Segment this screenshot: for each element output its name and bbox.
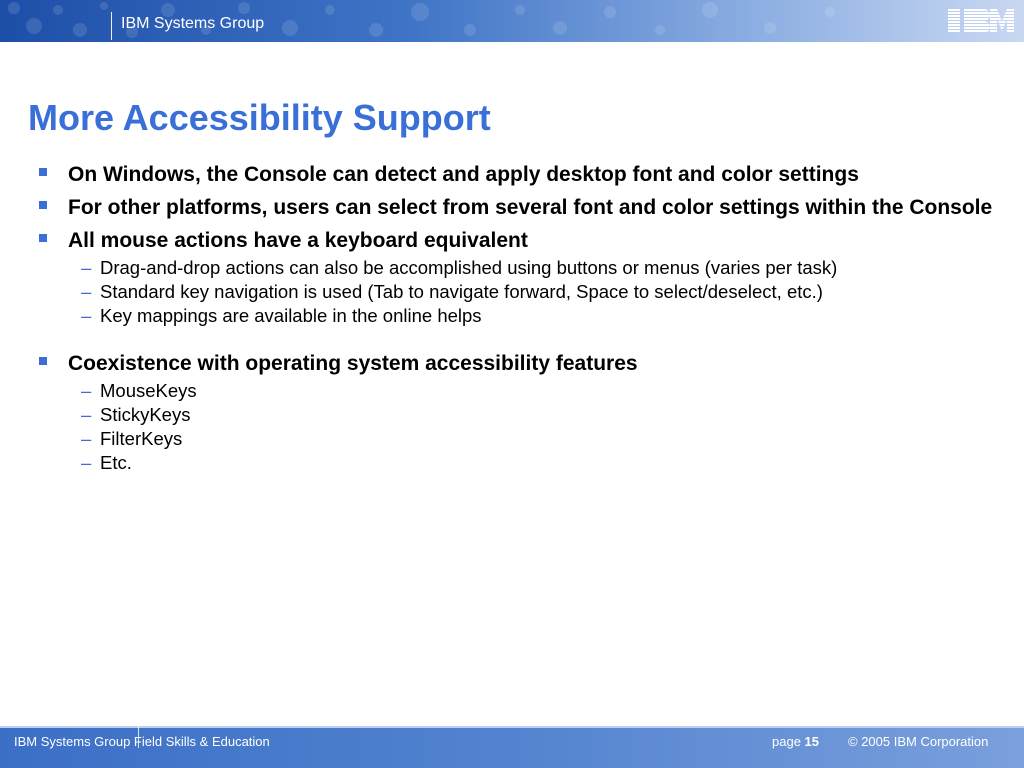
bullet-item (36, 195, 996, 220)
footer-top-line (0, 726, 1024, 728)
page-indicator (772, 734, 819, 749)
dash-bullet-icon: – (81, 452, 92, 473)
sub-bullet-text: MouseKeys (100, 380, 197, 401)
sub-bullet-item (36, 380, 996, 402)
sub-bullet-text: StickyKeys (100, 404, 191, 425)
sub-bullet-item (36, 452, 996, 474)
square-bullet-icon (39, 168, 47, 176)
dash-bullet-icon: – (81, 281, 92, 302)
ibm-logo (946, 6, 1016, 36)
slide-title: More Accessibility Support (28, 97, 491, 138)
sub-bullet-item (36, 305, 996, 327)
header-band (0, 0, 1024, 42)
dash-bullet-icon: – (81, 305, 92, 326)
page-label: page (772, 734, 801, 749)
square-bullet-icon (39, 201, 47, 209)
sub-bullet-text: Drag-and-drop actions can also be accomplished using buttons or menus (varies per task) (100, 257, 838, 278)
bullet-text: On Windows, the Console can detect and apply desktop font and color settings (68, 163, 859, 186)
bullet-item (36, 162, 996, 187)
spacer (36, 329, 996, 351)
sub-bullet-item (36, 404, 996, 426)
dash-bullet-icon: – (81, 428, 92, 449)
bullet-text: For other platforms, users can select from several font and color settings within the Console (68, 196, 993, 219)
page-number: 15 (804, 734, 820, 749)
bullet-text: All mouse actions have a keyboard equivalent (68, 229, 528, 252)
sub-bullet-item (36, 281, 996, 303)
footer-band (0, 726, 1024, 768)
dash-bullet-icon: – (81, 380, 92, 401)
dash-bullet-icon: – (81, 404, 92, 425)
bullet-item (36, 351, 996, 376)
sub-bullet-text: FilterKeys (100, 428, 183, 449)
copyright-text: © 2005 IBM Corporation (848, 734, 989, 749)
sub-bullet-text: Etc. (100, 452, 132, 473)
dash-bullet-icon: – (81, 257, 92, 278)
bullet-text: Coexistence with operating system accessibility features (68, 352, 638, 375)
bullet-item (36, 228, 996, 253)
footer-left-text: IBM Systems Group Field Skills & Education (14, 734, 270, 749)
sub-bullet-item (36, 428, 996, 450)
header-divider (111, 12, 112, 40)
sub-bullet-item (36, 257, 996, 279)
square-bullet-icon (39, 234, 47, 242)
slide-body (36, 162, 996, 476)
sub-bullet-text: Standard key navigation is used (Tab to navigate forward, Space to select/deselect, etc.) (100, 281, 823, 302)
square-bullet-icon (39, 357, 47, 365)
header-group-title: IBM Systems Group (121, 15, 265, 32)
sub-bullet-text: Key mappings are available in the online helps (100, 305, 482, 326)
